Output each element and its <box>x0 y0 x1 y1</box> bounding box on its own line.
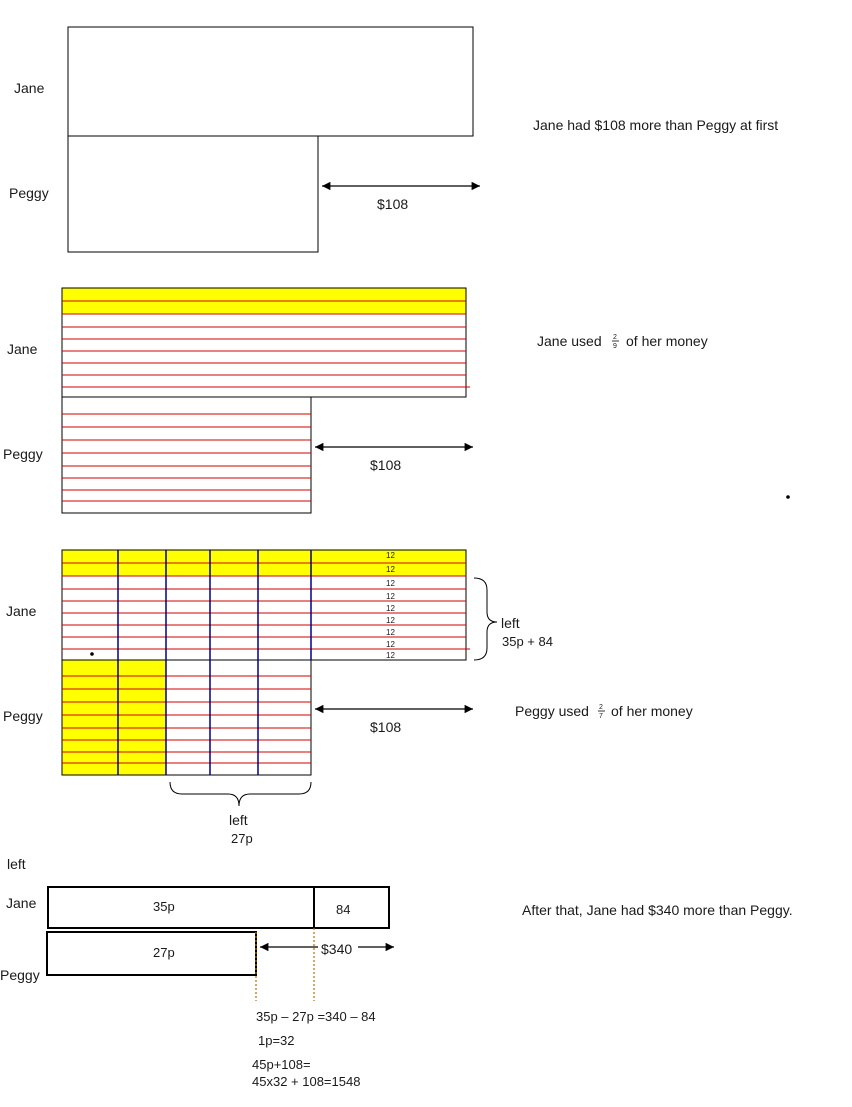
section2-diff-label: $108 <box>370 457 402 473</box>
section3-peggy-used-fill <box>62 660 166 775</box>
working-line-2: 1p=32 <box>258 1033 295 1048</box>
section4-jane-part2-label: 84 <box>336 902 351 917</box>
unit-value: 12 <box>386 616 395 625</box>
section2-peggy-label: Peggy <box>3 446 43 462</box>
section3-peggy-left-expr: 27p <box>231 831 253 846</box>
section4-jane-part1-label: 35p <box>153 899 175 914</box>
section4-model <box>0 856 793 1001</box>
unit-value: 12 <box>386 565 395 574</box>
unit-value: 12 <box>386 651 395 660</box>
stray-dot <box>786 495 790 499</box>
section4-title: left <box>7 856 26 872</box>
section3-note-frac-num: 2 <box>599 704 603 711</box>
working-line-1: 35p – 27p =340 – 84 <box>256 1009 376 1024</box>
section3-jane-left-expr: 35p + 84 <box>502 634 553 649</box>
unit-value: 12 <box>386 579 395 588</box>
section2-jane-gridlines <box>62 301 470 387</box>
section3-peggy-left-brace <box>170 782 311 806</box>
section1-diff-label: $108 <box>377 196 409 212</box>
section2-jane-label: Jane <box>7 341 38 357</box>
section4-note: After that, Jane had $340 more than Peggy. <box>522 902 793 918</box>
section4-peggy-label: Peggy <box>0 967 40 983</box>
section2-note-before: Jane used <box>537 333 602 349</box>
section2-model <box>3 288 790 513</box>
section1-model <box>9 27 778 252</box>
working-line-3: 45p+108= <box>252 1057 311 1072</box>
section4-jane-label: Jane <box>6 895 37 911</box>
section2-note-frac-num: 2 <box>613 334 617 341</box>
section1-note: Jane had $108 more than Peggy at first <box>533 117 779 133</box>
section3-note-after: of her money <box>611 703 693 719</box>
section1-jane-label: Jane <box>14 80 45 96</box>
section1-peggy-label: Peggy <box>9 185 49 201</box>
section4-peggy-bar <box>47 932 256 975</box>
unit-value: 12 <box>386 628 395 637</box>
section2-note-frac-den: 9 <box>613 343 617 350</box>
unit-value: 12 <box>386 604 395 613</box>
section3-unit-values <box>386 551 395 660</box>
working-line-4: 45x32 + 108=1548 <box>252 1074 361 1089</box>
section2-peggy-gridlines <box>62 414 311 501</box>
section3-model <box>3 550 693 846</box>
section3-jane-gridlines <box>62 563 470 649</box>
section3-note <box>515 703 693 720</box>
section4-jane-part1 <box>48 887 314 928</box>
section1-peggy-bar <box>68 136 318 252</box>
unit-value: 12 <box>386 592 395 601</box>
section3-jane-left-brace <box>474 578 497 660</box>
section4-diff-label: $340 <box>321 941 353 957</box>
unit-value: 12 <box>386 551 395 560</box>
section3-peggy-label: Peggy <box>3 708 43 724</box>
section4-jane-part2 <box>314 887 389 928</box>
section4-peggy-part-label: 27p <box>153 945 175 960</box>
section3-peggy-left-word: left <box>229 812 248 828</box>
unit-value: 12 <box>386 640 395 649</box>
section2-note-after: of her money <box>626 333 708 349</box>
marker-dot <box>90 652 94 656</box>
section3-jane-left-word: left <box>501 615 520 631</box>
section3-note-frac-den: 7 <box>599 713 603 720</box>
section3-diff-label: $108 <box>370 719 402 735</box>
section3-jane-label: Jane <box>6 603 37 619</box>
section3-note-before: Peggy used <box>515 703 589 719</box>
section1-jane-bar <box>68 27 473 136</box>
section2-note <box>537 333 708 350</box>
working-steps <box>252 1009 376 1089</box>
